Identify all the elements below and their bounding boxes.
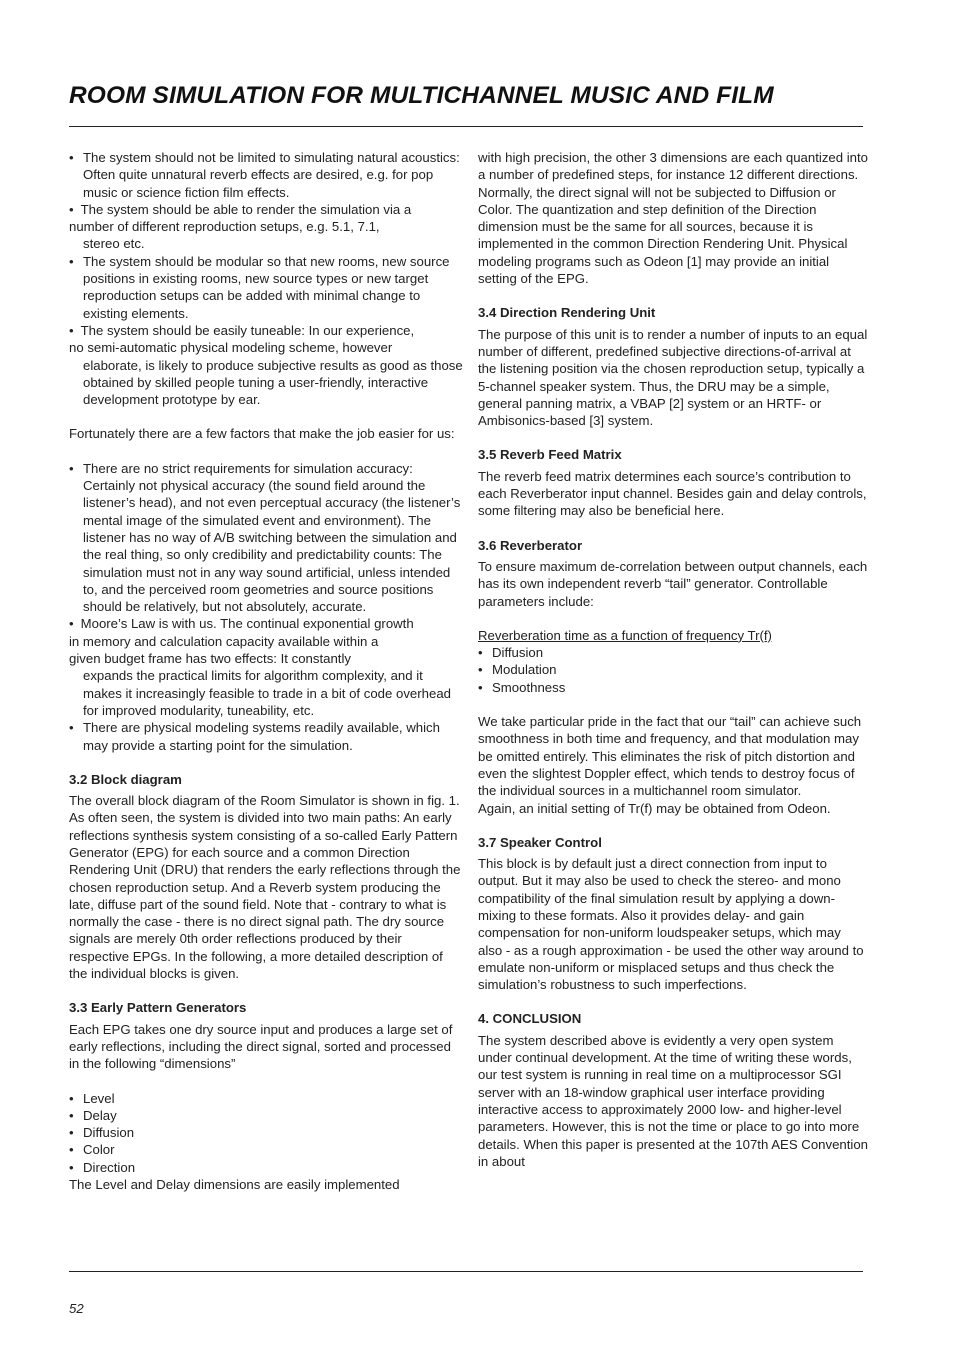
list-item: • Diffusion [478,644,868,661]
section-heading: 3.2 Block diagram [69,771,182,787]
list-item: • Direction [69,1159,464,1176]
list-item: • The system should not be limited to simulating natural acoustics: Often quite unnatural reverb effects are desired, e.g. for pop music or science fiction film effects. [69,149,464,201]
list-item: • The system should be easily tuneable: In our experience, no semi-automatic physical modeling scheme, however elaborate, is likely to produce subjective results as good as those obtained by skilled people tuning a user-friendly, interactive development prototype by ear. [69,322,464,408]
section-heading: 4. CONCLUSION [478,1011,582,1027]
paragraph: This block is by default just a direct connection from input to output. But it may also be used to check the stereo- and mono compatibility of the final simulation result by applying a down-mixing to these formats. Also it provides delay- and gain compensation for non-uniform loudspeaker setups, which may also - as a rough approximation - be used the other way around to emulate non-uniform or misplaced setups and thus check the simulation’s robustness to such imperfections. [478,856,864,993]
paragraph: To ensure maximum de-correlation between output channels, each has its own independent reverb “tail” generator. Controllable parameters include: [478,558,868,609]
right-column [478,149,868,1170]
section-heading: 3.3 Early Pattern Generators [69,1000,247,1016]
section-heading: 3.5 Reverb Feed Matrix [478,447,622,463]
paragraph: with high precision, the other 3 dimensions are each quantized into a number of predefined steps, for instance 12 different directions. Normally, the direct signal will not be subjected to Diffusion or Color. The quantization and step definition of the Direction dimension must be the same for all sources, because it is implemented in the common Direction Rendering Unit. Physical modeling programs such as Odeon [1] may provide an initial setting of the EPG. [478,150,869,287]
list-item: • Level [69,1090,464,1107]
list-item: • There are no strict requirements for simulation accuracy: Certainly not physical accuracy (the sound field around the listener’s head), and not even perceptual accuracy (the listener’s mental image of the simulated event and environment). The listener has no way of A/B switching between the simulation and the real thing, so only credibility and predictability counts: The simulation must not in any way sound artificial, unless intended to, and the perceived room geometries and source positions should be relatively, but not absolutely, accurate. [69,460,464,616]
page-number: 52 [69,1301,84,1316]
paragraph: The system described above is evidently a very open system under continual development. At the time of writing these words, our test system is running in real time on a multiprocessor SGI server with an 18-window graphical user interface providing interactive access to approximately 2000 low- and higher-level parameters. However, this is not the time or place to go into more details. When this paper is presented at the 107th AES Convention in about [478,1032,869,1169]
paragraph: We take particular pride in the fact that our “tail” can achieve such smoothness in both time and frequency, and that modulation may be omitted entirely. This eliminates the risk of pitch distortion and even the slightest Doppler effect, which tends to destroy focus of the individual sources in a multichannel room simulator. [478,714,862,799]
section-heading: 3.4 Direction Rendering Unit [478,305,656,321]
paragraph: The Level and Delay dimensions are easily implemented [69,1177,400,1193]
list-item: • The system should be modular so that new rooms, new source positions in existing rooms, new source types or new target reproduction setups can be added with minimal change to existing elements. [69,253,464,322]
footer-rule [69,1271,863,1272]
paragraph: Fortunately there are a few factors that make the job easier for us: [69,426,455,442]
page-title: ROOM SIMULATION FOR MULTICHANNEL MUSIC AND FILM [69,82,774,109]
paragraph: Each EPG takes one dry source input and produces a large set of early reflections, including the direct signal, sorted and processed in the following “dimensions” [69,1021,453,1072]
list-item: • There are physical modeling systems readily available, which may provide a starting point for the simulation. [69,719,464,754]
section-heading: 3.7 Speaker Control [478,834,602,850]
underlined-parameter: Reverberation time as a function of frequency Tr(f) [478,627,772,643]
header-rule [69,126,863,127]
list-item: • Color [69,1141,464,1158]
paragraph: The overall block diagram of the Room Simulator is shown in fig. 1. As often seen, the system is divided into two main paths: An early reflections synthesis system consisting of a so-called Early Pattern Generator (EPG) for each source and a common Direction Rendering Unit (DRU) that renders the early reflections through the chosen reproduction setup. And a Reverb system producing the late, diffuse part of the sound field. Note that - contrary to what is normally the case - there is no direct signal path. The dry source signals are merely 0th order reflections produced by their respective EPGs. In the following, a more detailed description of the individual blocks is given. [69,793,461,982]
list-item: • Delay [69,1107,464,1124]
list-item: • Moore’s Law is with us. The continual exponential growth in memory and calculation capacity available within a given budget frame has two effects: It constantly expands the practical limits for algorithm complexity, and it makes it increasingly feasible to trade in a bit of code overhead for improved modularity, tuneability, etc. [69,615,464,719]
paragraph: Again, an initial setting of Tr(f) may be obtained from Odeon. [478,800,831,816]
list-item: • Diffusion [69,1124,464,1141]
left-column [69,149,464,1193]
paragraph: The purpose of this unit is to render a number of inputs to an equal number of different, predefined subjective directions-of-arrival at the listening position via the chosen reproduction setup, typically a 5-channel speaker system. Thus, the DRU may be a simple, general panning matrix, a VBAP [2] system or an HRTF- or Ambisonics-based [3] system. [478,326,868,429]
list-item: • Smoothness [478,679,868,696]
section-heading: 3.6 Reverberator [478,537,583,553]
list-item: • The system should be able to render the simulation via a number of different reproduction setups, e.g. 5.1, 7.1, stereo etc. [69,201,464,253]
list-item: • Modulation [478,661,868,678]
paragraph: The reverb feed matrix determines each source’s contribution to each Reverberator input channel. Besides gain and delay controls, some filtering may also be beneficial here. [478,468,867,519]
